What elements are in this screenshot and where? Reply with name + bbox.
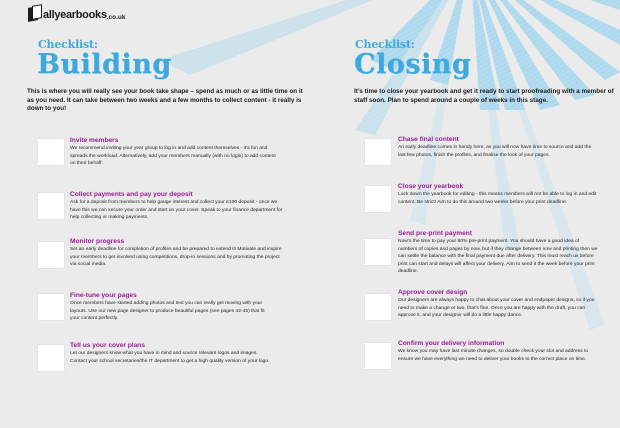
checkbox[interactable] [38, 242, 64, 268]
checkbox[interactable] [365, 239, 391, 265]
allyearbooks-logo[interactable] [28, 5, 125, 21]
item-title: Tell us your cover plans [70, 342, 145, 349]
closing-heading: Closing [354, 49, 472, 80]
item-title: Fine-tune your pages [70, 292, 137, 299]
item-title: Collect payments and pay your deposit [70, 191, 193, 198]
item-description: Lock down the yearbook for editing - this means members will not be able to log in and edit content. Be strict! Aim to do this around two weeks before your print deadline. [398, 192, 597, 205]
item-title: Monitor progress [70, 238, 125, 245]
item-description: Ask for a deposit from members to help gauge interest and collect your £100 deposit - once we have this we can secure your order and start on your cover. Speak to your finance department for help collecting or making payments. [70, 200, 283, 221]
item-title: Approve cover design [398, 289, 468, 296]
book-icon [28, 5, 42, 21]
item-description: Let our designers know what you have in mind and source relevant logos and images. Contact your school secretaries/the IT department to get a high quality version of your logo. [70, 351, 270, 364]
closing-intro: It’s time to close your yearbook and get it ready to start proofreading with a member of staff soon. Plan to spend around a couple of weeks in this stage. [354, 88, 614, 104]
item-description: Now’s the time to pay your 80% pre-print payment. You should have a good idea of numbers of copies and pages by now, but if they change between now and printing then we can settle the balance with the final payment due after delivery. This must reach us before print can start and delays will affect your delivery. Aim to send it the week before your print deadline. [398, 239, 598, 275]
checkbox[interactable] [365, 139, 391, 165]
item-title: Chase final content [398, 136, 459, 143]
checkbox[interactable] [365, 294, 391, 320]
item-description: Once members have started adding photos and text you can really get moving with your layouts. Use our new page designer to produce beautiful pages (see pages 42-45) that fit your content perfectly. [70, 301, 265, 322]
item-description: Our designers are always happy to chat about your cover and endpaper designs, so if you need to make a change or two, that’s fine. Once you are happy with the draft, you can approve it, and your designer will do a little happy dance. [398, 298, 595, 319]
closing-kicker: Checklist: [355, 38, 415, 51]
item-description: An early deadline comes in handy here, as you will now have time to source and add the last few photos, finish the profiles, and finalise the look of your pages. [398, 145, 592, 158]
logo-tld: .co.uk [106, 14, 126, 21]
logo-brand: allyearbooks [43, 9, 107, 21]
building-kicker: Checklist: [38, 38, 98, 51]
item-title: Send pre-print payment [398, 230, 473, 237]
item-description: We know you may have last minute changes, so double check your slot and address to ensure we have everything we need to deliver your books to the correct place on time. [398, 349, 589, 362]
item-title: Close your yearbook [398, 183, 464, 190]
building-heading: Building [37, 49, 172, 80]
checkbox[interactable] [365, 186, 391, 212]
checkbox[interactable] [38, 345, 64, 371]
building-intro: This is where you will really see your book take shape – spend as much or as little time on it as you need. It can take between two weeks and a few months to collect content - it really is down to you! [27, 88, 303, 113]
checkbox[interactable] [38, 193, 64, 219]
item-title: Invite members [70, 137, 119, 144]
checkbox[interactable] [38, 139, 64, 165]
item-description: We recommend inviting your year group to log in and add content themselves - it’s fun and spreads the workload. Alternatively, add your members manually (with no login) to add content on their behalf. [70, 146, 276, 167]
checkbox[interactable] [365, 343, 391, 369]
checkbox[interactable] [38, 294, 64, 320]
item-description: Set an early deadline for completion of profiles and be prepared to extend it! Motivate and inspire your members to get involved using competitions, drop-in sessions and by promoting the project via social media. [70, 247, 282, 268]
item-title: Confirm your delivery information [398, 340, 505, 347]
